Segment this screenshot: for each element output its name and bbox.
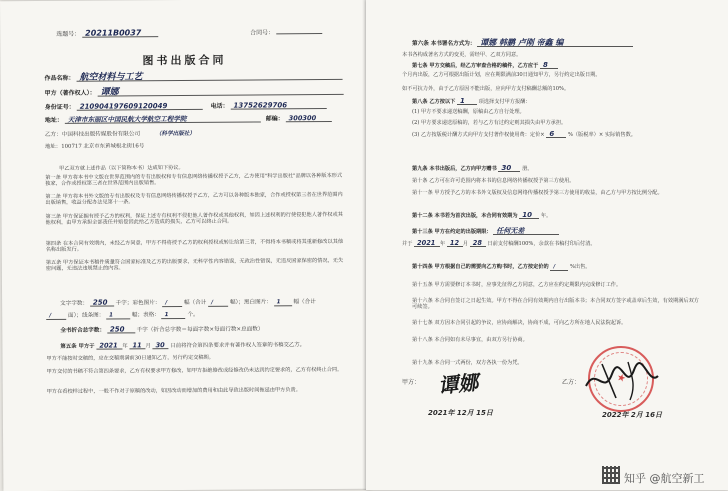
party-b-date: 2022年 2月 16日 xyxy=(602,411,662,419)
clause-8-row xyxy=(412,98,531,105)
party-a-date: 2021年 12月 15日 xyxy=(428,409,493,417)
contract-title: 图书出版合同 xyxy=(142,53,227,68)
mono-images-value: 1 xyxy=(274,299,292,306)
clause-7-prefix: 第七条 甲方交稿后，经乙方审查合格的稿件，乙方应于 xyxy=(412,63,539,69)
work-name-label: 作品名称： xyxy=(44,74,75,82)
delivery-year: 2021 xyxy=(96,342,122,349)
clause-12-suffix: 年。 xyxy=(540,213,552,219)
party-a-label: 甲方： xyxy=(402,379,421,386)
royalty-rate-value: 6 xyxy=(546,131,566,138)
publisher-label: 乙方：中国科技出版传媒股份有限公司 xyxy=(44,131,141,138)
payment-option-value: 1 xyxy=(457,98,477,105)
royalty-prefix: (3) 乙方按版税计酬方式向甲方支付著作权使用费：定价× xyxy=(412,132,545,138)
party-b-signature-row xyxy=(562,380,580,386)
right-contract-page xyxy=(366,0,728,490)
clause-6-row xyxy=(412,40,633,47)
stats-row-1 xyxy=(60,298,316,308)
clause-9-suffix: 册。 xyxy=(522,166,533,172)
clause-7-row xyxy=(412,62,558,69)
contract-number-row xyxy=(56,29,322,38)
delivery-line-3: 甲方交付的书稿不符合第四条要求，乙方有权要求甲方修改，如甲方拒绝修改或经修改仍未达到约定要求的，乙方有权终止合同。 xyxy=(46,366,343,375)
validity-years-value: 10 xyxy=(519,212,539,219)
clause-13-row xyxy=(412,228,559,235)
publisher-address: 地址：100717 北京市东黄城根北街16号 xyxy=(45,143,145,150)
clause-12-prefix: 第十二条 本书若为首次出版，本合同有效期为 xyxy=(412,213,518,219)
payment-day: 28 xyxy=(470,240,486,247)
mono-images-label: 幅）；黑白图片： xyxy=(229,299,272,306)
mono-images-unit: 幅（合计 xyxy=(293,299,316,306)
clause-13-line-2: 并于 2021 年 12 月 28 日前支付稿酬100%，余款在书稿付印后付清。 xyxy=(402,239,596,247)
tables-value: 1 xyxy=(162,312,186,319)
clause-8-option-2: (2) 甲方要求递送原稿的，若与乙方有过约定则其损失由甲方承担。 xyxy=(412,120,567,126)
contract-id-value xyxy=(276,33,322,34)
author-value: 谭娜 xyxy=(98,88,344,97)
clause-13-line-2-prefix: 并于 xyxy=(402,241,413,247)
clause-7-middle: 个月内出版，乙方可根据出版计划，应在期限满前30日通知甲方，另行约定出版日期。 xyxy=(402,72,601,78)
line-drawings-label: 面）；线条图： xyxy=(67,312,105,319)
delivery-month: 11 xyxy=(129,342,145,349)
id-label: 身份证号： xyxy=(44,103,75,111)
party-b-signature xyxy=(582,356,662,406)
author-row xyxy=(45,88,344,97)
clause-5: 第五条 甲方保证本书稿件质量符合国家标准及乙方的出版要求，无科学性内容错误，无政治性错误，无违反国家保密的情况，无失密问题，无违法违规禁止的内容。 xyxy=(45,257,344,272)
color-images-unit: 幅（合计 xyxy=(183,299,207,307)
clause-13-line-2-suffix: 日前支付稿酬100%，余款在书稿付印后付清。 xyxy=(487,241,596,247)
work-name-value: 航空材料与工艺 xyxy=(76,73,342,82)
phone-value: 13752629706 xyxy=(231,102,327,110)
party-b-label: 乙方： xyxy=(562,379,581,386)
qr-code-icon xyxy=(602,466,620,484)
topic-number-value: 20211B0037 xyxy=(82,30,158,38)
clause-9-prefix: 第九条 本书出版后，乙方向甲方赠书 xyxy=(412,166,497,172)
clause-8-suffix: 项选择支付甲方报酬： xyxy=(478,99,531,105)
clause-13-prefix: 第十三条 甲方在约定的出版期限： xyxy=(412,229,492,235)
clause-10: 第十条 乙方可在许可范围内将本书的信息网络传播权授予第三方使用。 xyxy=(412,178,575,184)
contract-id-label: 合同号： xyxy=(250,29,275,37)
clause-14-prefix: 第十四条 甲方根据自己的需要向乙方购书时，乙方按定价的 xyxy=(412,264,549,270)
gift-copies-value: 30 xyxy=(498,165,520,172)
clause-1: 第一条 甲方将本书中文版在世界范围内的专有出版权和专有信息网络传播权授予乙方，乙方使用"科学出版社"品牌以各种版本形式独家，合作或授权第三者在世界范围内出版销售。 xyxy=(45,172,343,187)
seal-star-icon: ★ xyxy=(615,371,628,386)
watermark-text: 知乎 @航空新工 xyxy=(624,472,705,485)
clause-19: 第十九条 本合同一式两份，双方各执一份为凭。 xyxy=(412,360,523,366)
payment-month: 12 xyxy=(447,240,463,247)
total-words-unit: 千字（折合总字数＝每面字数×每面行数×总面数） xyxy=(136,326,264,334)
clause-17: 第十七条 双方因本合同引起的争议，应协商解决，协商不成，可向乙方所在地人民法院起诉。 xyxy=(412,320,627,326)
clause-8-option-3 xyxy=(412,131,636,138)
clause-9-row xyxy=(412,165,533,172)
clause-15: 第十五条 甲方需要修订本书时，应事先征得乙方同意，乙方应在约定期限内完成修订工作。 xyxy=(412,282,622,288)
delivery-suffix: 日前将符合第四条要求并有著作权人签章的书稿交乙方。 xyxy=(170,342,306,350)
phone-label: 电话： xyxy=(210,102,229,110)
topic-number-label: 选题号： xyxy=(56,30,81,38)
color-images-total: / xyxy=(208,300,228,307)
total-words-value: 250 xyxy=(107,326,135,333)
clause-6-post: 本书各构成著名方式的变更，需经甲、乙双方同意。 xyxy=(402,52,522,58)
clause-intro: 甲乙双方就上述作品（以下简称本书）达成如下协议。 xyxy=(59,165,184,172)
publisher-row xyxy=(45,131,195,138)
delivery-row: 第五条 甲方于 2021 年 11 月 30 日前将符合第四条要求并有著作权人签章的书稿交乙方。 xyxy=(60,341,306,350)
clause-8-option-1: (1) 甲方不要求递送稿酬，原稿由乙方自行处理。 xyxy=(412,109,525,115)
line-drawings-value: 1 xyxy=(106,312,130,319)
author-label: 甲方（著作权人）： xyxy=(44,89,96,97)
clause-14-row xyxy=(412,264,591,271)
text-words-value: 250 xyxy=(90,299,114,306)
clause-4: 第四条 在本合同有效期内，未经乙方同意，甲方不得将授予乙方的权利授权或转让给第三者，不得将本书稿或将其重新修改以其他名称出版发行。 xyxy=(45,238,344,253)
clause-6-prefix: 第六条 本书署名方式为： xyxy=(412,41,476,47)
clause-8-prefix: 第八条 乙方按以下 xyxy=(412,99,456,105)
id-row xyxy=(45,102,327,111)
address-label: 地址： xyxy=(44,116,63,124)
publish-months-value: 8 xyxy=(540,62,558,69)
payment-year: 2021 xyxy=(414,240,440,247)
text-words-unit: 千字；彩色图片： xyxy=(115,300,161,307)
clause-18: 第十八条 本合同如有未尽事宜，由双方另行协商。 xyxy=(412,337,528,343)
purchase-discount-value: / xyxy=(550,264,568,271)
party-a-signature-row xyxy=(402,380,420,386)
tables-unit: 个。 xyxy=(187,311,199,318)
author-names-value: 谭娜 韩鹏 卢刚 帝鑫 编 xyxy=(477,40,633,47)
zip-value: 300300 xyxy=(286,115,332,122)
clause-14-suffix: %出售。 xyxy=(570,264,591,270)
id-value: 210904197609120049 xyxy=(77,103,203,111)
delivery-day: 30 xyxy=(153,342,169,349)
clause-11: 第十一条 甲方授予乙方的本书外文版权及信息网络传播权授予第三方使用的收益，由乙方与甲方按比例分配。 xyxy=(412,190,663,196)
text-words-label: 文字字数： xyxy=(60,300,89,307)
work-name-row xyxy=(45,73,343,82)
mono-images-total: / xyxy=(46,313,66,320)
stats-total-row xyxy=(60,325,263,333)
delivery-line-4: 甲方在看校样过程中，一般不作对于原稿的改动，如因改动而增加的费用和由此导致出版时间拖延由甲方负责。 xyxy=(46,387,301,395)
clause-13-value: 任何无差 xyxy=(493,228,559,235)
royalty-suffix: %（版税率）× 实际销售数。 xyxy=(567,132,636,138)
clause-16: 第十六条 本合同自签订之日起生效。甲方不得在合同有效期内自行出版本书；本合同双方签字或盖章后生效，有效期满后双方可续签。 xyxy=(412,298,699,310)
tables-label: 幅；表格： xyxy=(131,312,160,319)
clause-3: 第三条 甲方保证拥有授予乙方的权利，保证上述专有权利不侵犯他人著作权或其他权利，如因上述权利的行使侵犯他人著作权或其他权利，由甲方承担全部责任并赔偿因此给乙方造成的损失，乙方可以终止合同。 xyxy=(45,211,343,226)
publisher-note: （科学出版社） xyxy=(155,130,196,138)
stats-row-2 xyxy=(46,312,198,320)
address-row xyxy=(45,115,332,124)
party-a-signature: 谭娜 xyxy=(437,369,480,399)
clause-7-line-2: 如不可抗力外，由于乙方原因不能出版，应向甲方支付稿酬总额的10%。 xyxy=(402,86,570,92)
delivery-line-2: 甲方不能按时交稿的，应在交稿期满前30日通知乙方，另行约定交稿期。 xyxy=(46,354,214,362)
total-words-label: 全书折合总字数： xyxy=(60,327,106,334)
zip-label: 邮编： xyxy=(265,115,284,123)
clause-12-row xyxy=(412,212,551,219)
delivery-prefix: 第五条 甲方于 xyxy=(60,343,95,350)
color-images-value: / xyxy=(162,300,182,307)
address-value: 天津市东丽区中国民航大学航空工程学院 xyxy=(65,115,261,123)
clause-2: 第二条 甲方将本书外文版的专有出版权及专有信息网络传播权授予乙方，乙方可以各种版本独家，合作或授权第三者在世界范围内出版销售，收益分配办法见第十一条。 xyxy=(45,191,343,206)
